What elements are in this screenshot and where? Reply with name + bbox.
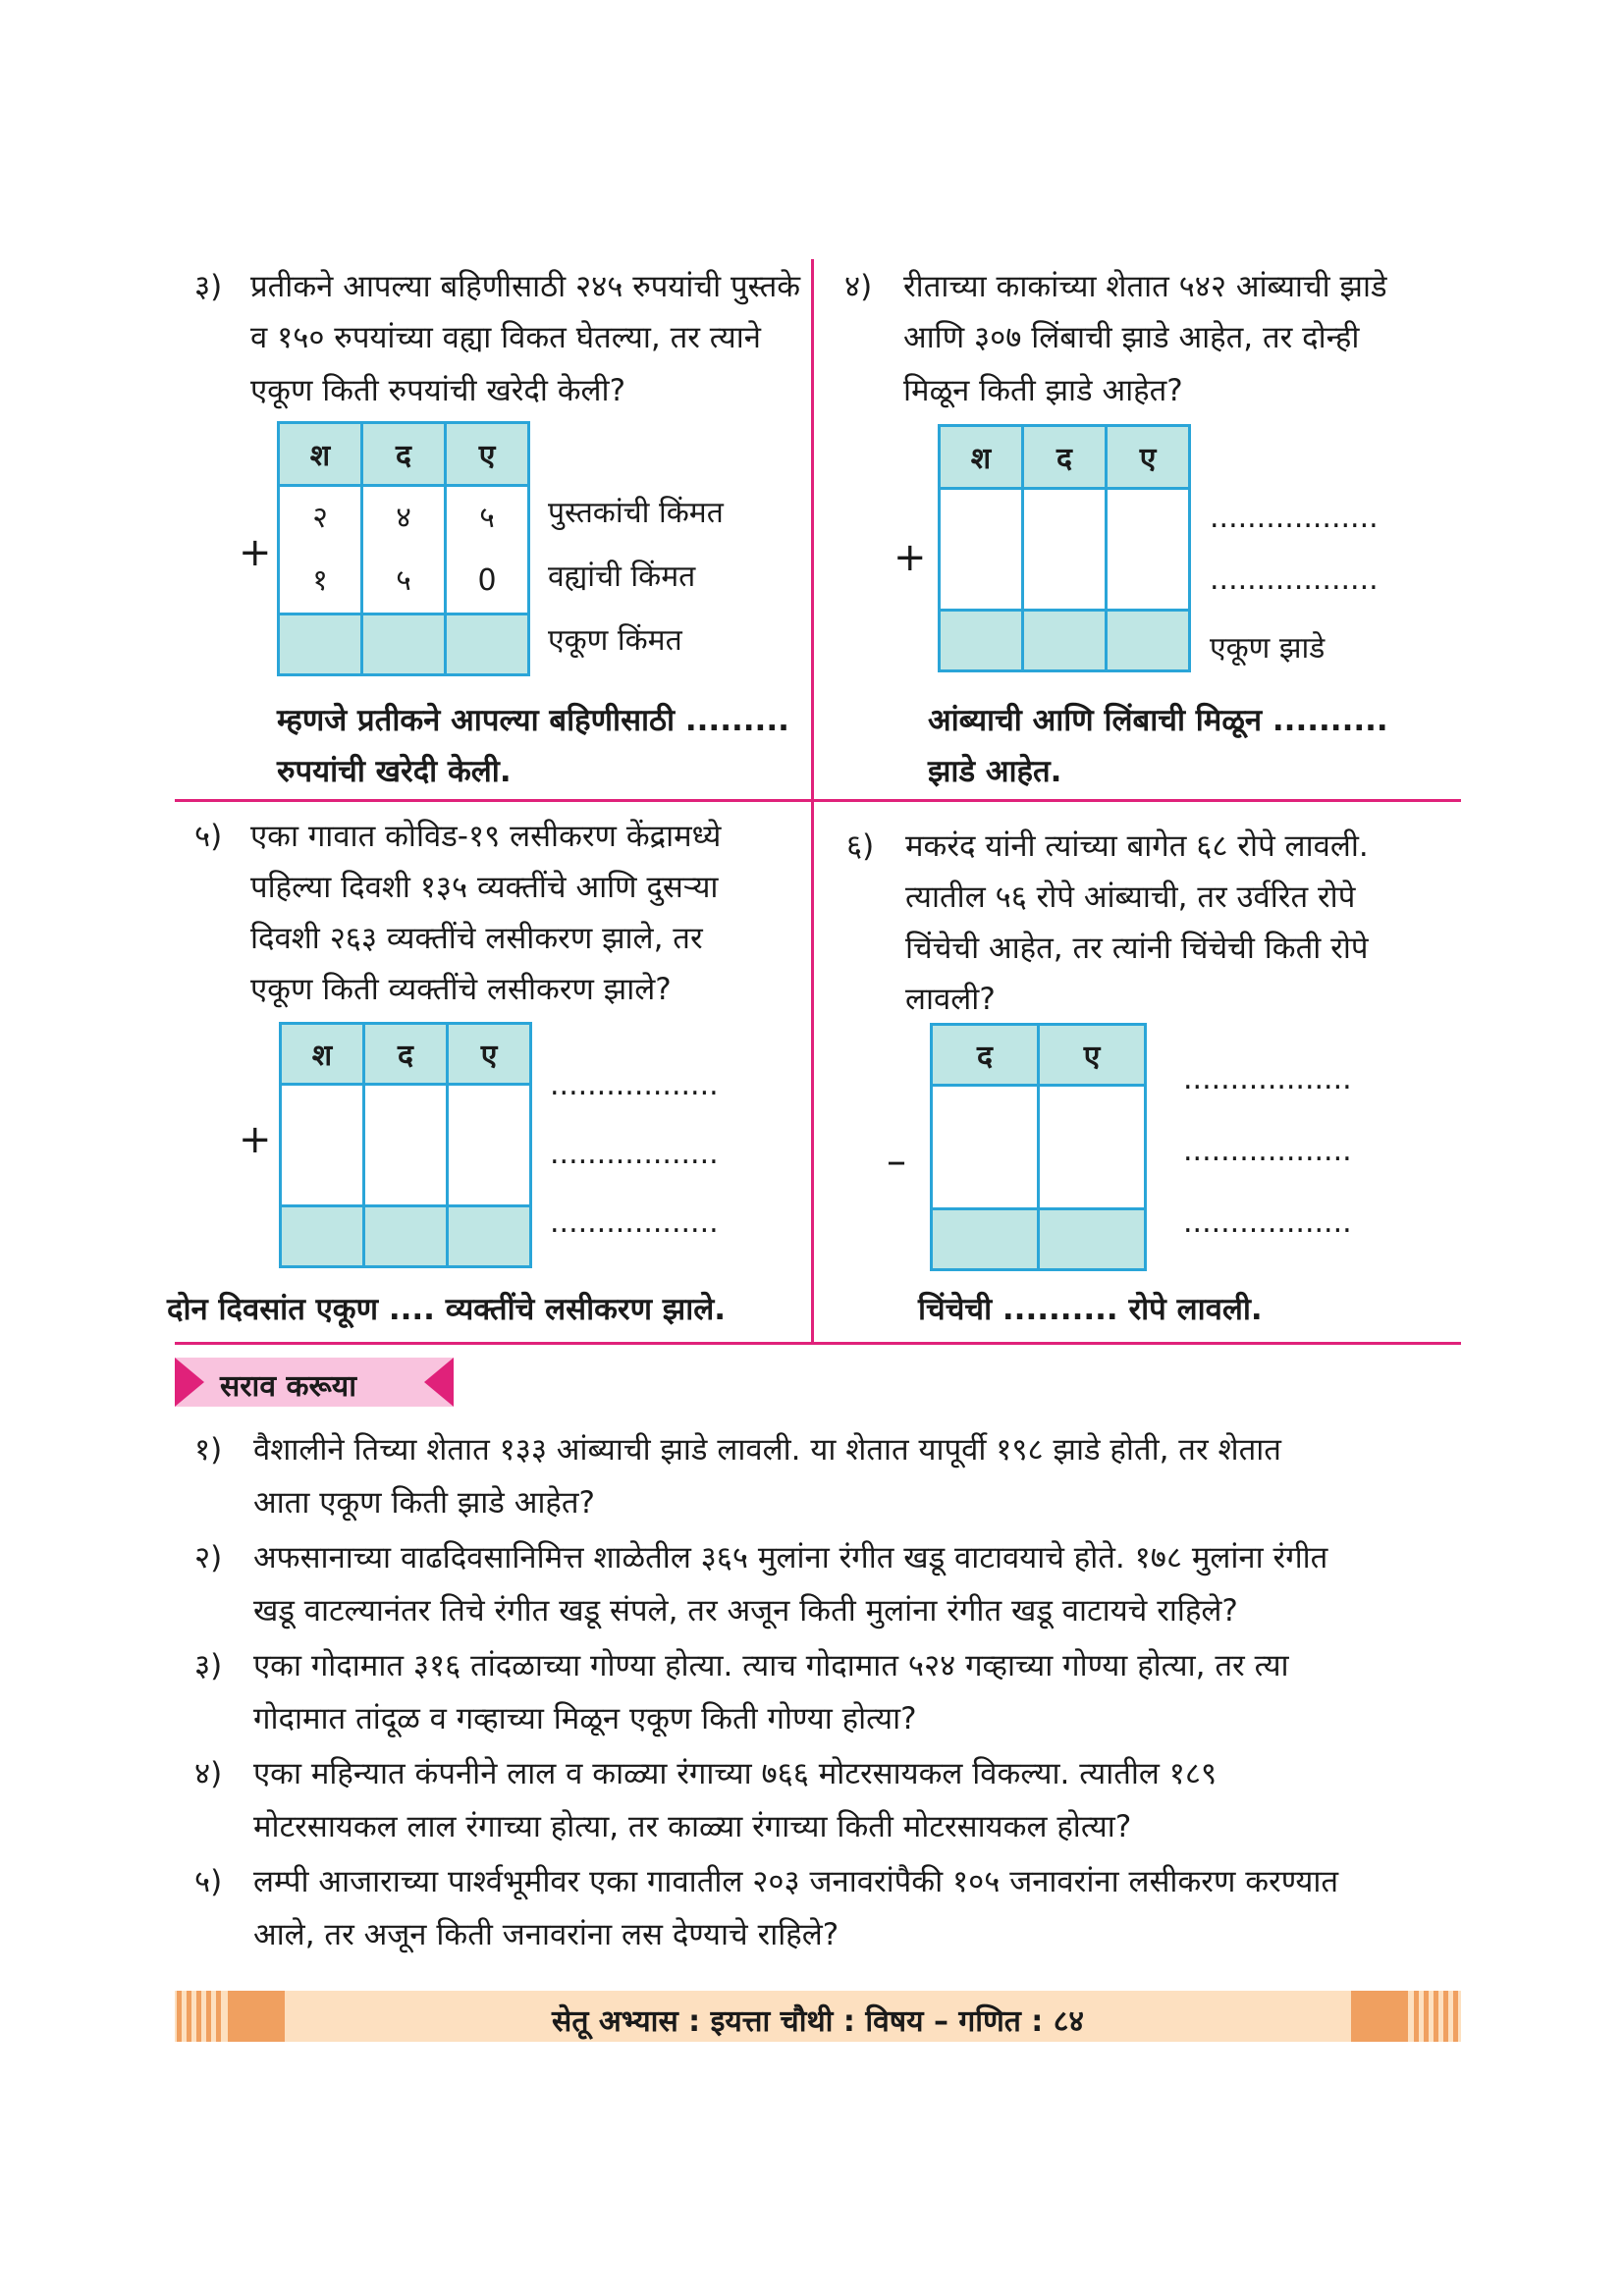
place-value-table (277, 421, 530, 676)
answer-cell[interactable] (1023, 611, 1107, 671)
digit-cell: २ १ (279, 486, 362, 614)
footer-text: सेतू अभ्यास : इयत्ता चौथी : विषय – गणित : ८४ (552, 2004, 1084, 2039)
plus-sign: + (893, 535, 927, 580)
question-text-line: प्रतीकने आपल्या बहिणीसाठी २४५ रुपयांची पुस्तके (250, 269, 801, 304)
banner-arrow-right (424, 1358, 454, 1407)
question-number: ४) (844, 269, 873, 304)
answer-cell[interactable] (1039, 1209, 1146, 1270)
question-text-line: एकूण किती व्यक्तींचे लसीकरण झाले? (250, 972, 672, 1007)
item-number: १) (194, 1432, 223, 1468)
item-text-line: आले, तर अजून किती जनावरांना लस देण्याचे राहिले? (253, 1917, 839, 1952)
question-text-line: आणि ३०७ लिंबाची झाडे आहेत, तर दोन्ही (903, 320, 1360, 355)
answer-text-line: म्हणजे प्रतीकने आपल्या बहिणीसाठी ......... (277, 703, 789, 738)
item-number: ५) (194, 1864, 223, 1899)
item-text-line: एका गोदामात ३१६ तांदळाच्या गोण्या होत्या. त्याच गोदामात ५२४ गव्हाच्या गोण्या होत्या, तर त्या (253, 1648, 1289, 1683)
digit-cell: ४ ५ (362, 486, 446, 614)
row-label: .................. (550, 1205, 719, 1240)
item-text-line: एका महिन्यात कंपनीने लाल व काळ्या रंगाच्या ७६६ मोटरसायकल विकल्या. त्यातील १८९ (253, 1756, 1218, 1791)
item-text-line: गोदामात तांदूळ व गव्हाच्या मिळून एकूण किती गोण्या होत्या? (253, 1701, 917, 1736)
digit-cell[interactable] (364, 1085, 448, 1206)
question-text-line: रीताच्या काकांच्या शेतात ५४२ आंब्याची झाडे (903, 269, 1387, 304)
column-header: ए (1039, 1025, 1146, 1086)
answer-cell[interactable] (1107, 611, 1190, 671)
answer-cell[interactable] (362, 614, 446, 675)
answer-text-line: आंब्याची आणि लिंबाची मिळून .......... (928, 703, 1388, 738)
digit-cell: ५ 0 (446, 486, 529, 614)
column-header: द (932, 1025, 1039, 1086)
question-text-line: मकरंद यांनी त्यांच्या बागेत ६८ रोपे लावली. (905, 828, 1369, 864)
column-header: श (940, 426, 1023, 489)
question-text-line: मिळून किती झाडे आहेत? (903, 373, 1183, 408)
item-number: ४) (194, 1756, 223, 1791)
question-text-line: दिवशी २६३ व्यक्तींचे लसीकरण झाले, तर (250, 921, 703, 956)
column-header: ए (448, 1024, 531, 1085)
column-header: द (362, 423, 446, 486)
footer-stripes-right (1412, 1991, 1461, 2042)
question-text-line: लावली? (905, 982, 996, 1017)
row-label: .................. (550, 1068, 719, 1102)
column-header: श (279, 423, 362, 486)
answer-cell[interactable] (281, 1206, 364, 1267)
row-divider (175, 799, 1461, 802)
answer-cell[interactable] (940, 611, 1023, 671)
question-text-line: एका गावात कोविड-१९ लसीकरण केंद्रामध्ये (250, 819, 722, 854)
row-label: .................. (1210, 501, 1379, 535)
item-text-line: खडू वाटल्यानंतर तिचे रंगीत खडू संपले, तर अजून किती मुलांना रंगीत खडू वाटायचे राहिले? (253, 1593, 1238, 1629)
item-text-line: मोटरसायकल लाल रंगाच्या होत्या, तर काळ्या रंगाच्या किती मोटरसायकल होत्या? (253, 1809, 1132, 1844)
item-number: २) (194, 1540, 223, 1575)
digit-cell[interactable] (932, 1086, 1039, 1209)
banner-arrow-left (175, 1358, 204, 1407)
question-number: ३) (194, 269, 223, 304)
plus-sign: + (239, 1117, 272, 1162)
row-label: .................. (1183, 1134, 1352, 1168)
item-text-line: लम्पी आजाराच्या पार्श्वभूमीवर एका गावातील २०३ जनावरांपैकी १०५ जनावरांना लसीकरण करण्यात (253, 1864, 1339, 1899)
digit-cell[interactable] (940, 489, 1023, 611)
answer-cell[interactable] (364, 1206, 448, 1267)
question-text-line: पहिल्या दिवशी १३५ व्यक्तींचे आणि दुसऱ्या (250, 870, 719, 905)
place-value-table (930, 1023, 1147, 1271)
answer-text-line: चिंचेची .......... रोपे लावली. (918, 1292, 1263, 1327)
item-text-line: अफसानाच्या वाढदिवसानिमित्त शाळेतील ३६५ मुलांना रंगीत खडू वाटावयाचे होते. १७८ मुलांना रंगीत (253, 1540, 1328, 1575)
digit-cell[interactable] (448, 1085, 531, 1206)
question-text-line: व १५० रुपयांच्या वह्या विकत घेतल्या, तर त्याने (250, 320, 761, 355)
item-text-line: वैशालीने तिच्या शेतात १३३ आंब्याची झाडे लावली. या शेतात यापूर्वी १९८ झाडे होती, तर शेतात (253, 1432, 1281, 1468)
column-header: द (364, 1024, 448, 1085)
question-number: ५) (194, 819, 223, 854)
answer-cell[interactable] (279, 614, 362, 675)
column-header: ए (446, 423, 529, 486)
row-label: .................. (1183, 1205, 1352, 1240)
answer-text-line: झाडे आहेत. (928, 754, 1062, 789)
page-footer (175, 1991, 1461, 2042)
answer-cell[interactable] (932, 1209, 1039, 1270)
minus-sign: – (887, 1139, 906, 1184)
question-number: ६) (846, 828, 875, 864)
answer-text-line: दोन दिवसांत एकूण .... व्यक्तींचे लसीकरण झाले. (167, 1292, 727, 1327)
row-label: .................. (550, 1137, 719, 1171)
section-divider (175, 1342, 1461, 1345)
row-label: .................. (1210, 562, 1379, 597)
row-label: वह्यांची किंमत (548, 560, 696, 594)
question-text-line: त्यातील ५६ रोपे आंब्याची, तर उर्वरित रोपे (905, 880, 1356, 915)
column-header: द (1023, 426, 1107, 489)
column-divider (811, 259, 814, 1345)
place-value-table (938, 424, 1191, 672)
item-number: ३) (194, 1648, 223, 1683)
row-label: एकूण झाडे (1210, 631, 1326, 666)
digit-cell[interactable] (1023, 489, 1107, 611)
row-label: एकूण किंमत (548, 623, 682, 658)
answer-text-line: रुपयांची खरेदी केली. (277, 754, 512, 789)
answer-cell[interactable] (448, 1206, 531, 1267)
digit-cell[interactable] (281, 1085, 364, 1206)
plus-sign: + (239, 530, 272, 575)
row-label: .................. (1183, 1062, 1352, 1096)
practice-heading: सराव करूया (220, 1369, 356, 1404)
row-label: पुस्तकांची किंमत (548, 496, 724, 530)
column-header: ए (1107, 426, 1190, 489)
answer-cell[interactable] (446, 614, 529, 675)
digit-cell[interactable] (1039, 1086, 1146, 1209)
footer-block-right (1351, 1991, 1408, 2042)
place-value-table (279, 1022, 532, 1268)
practice-heading-banner (175, 1358, 454, 1407)
column-header: श (281, 1024, 364, 1085)
question-text-line: एकूण किती रुपयांची खरेदी केली? (250, 373, 626, 408)
question-text-line: चिंचेची आहेत, तर त्यांनी चिंचेची किती रोपे (905, 931, 1369, 966)
item-text-line: आता एकूण किती झाडे आहेत? (253, 1485, 596, 1521)
digit-cell[interactable] (1107, 489, 1190, 611)
